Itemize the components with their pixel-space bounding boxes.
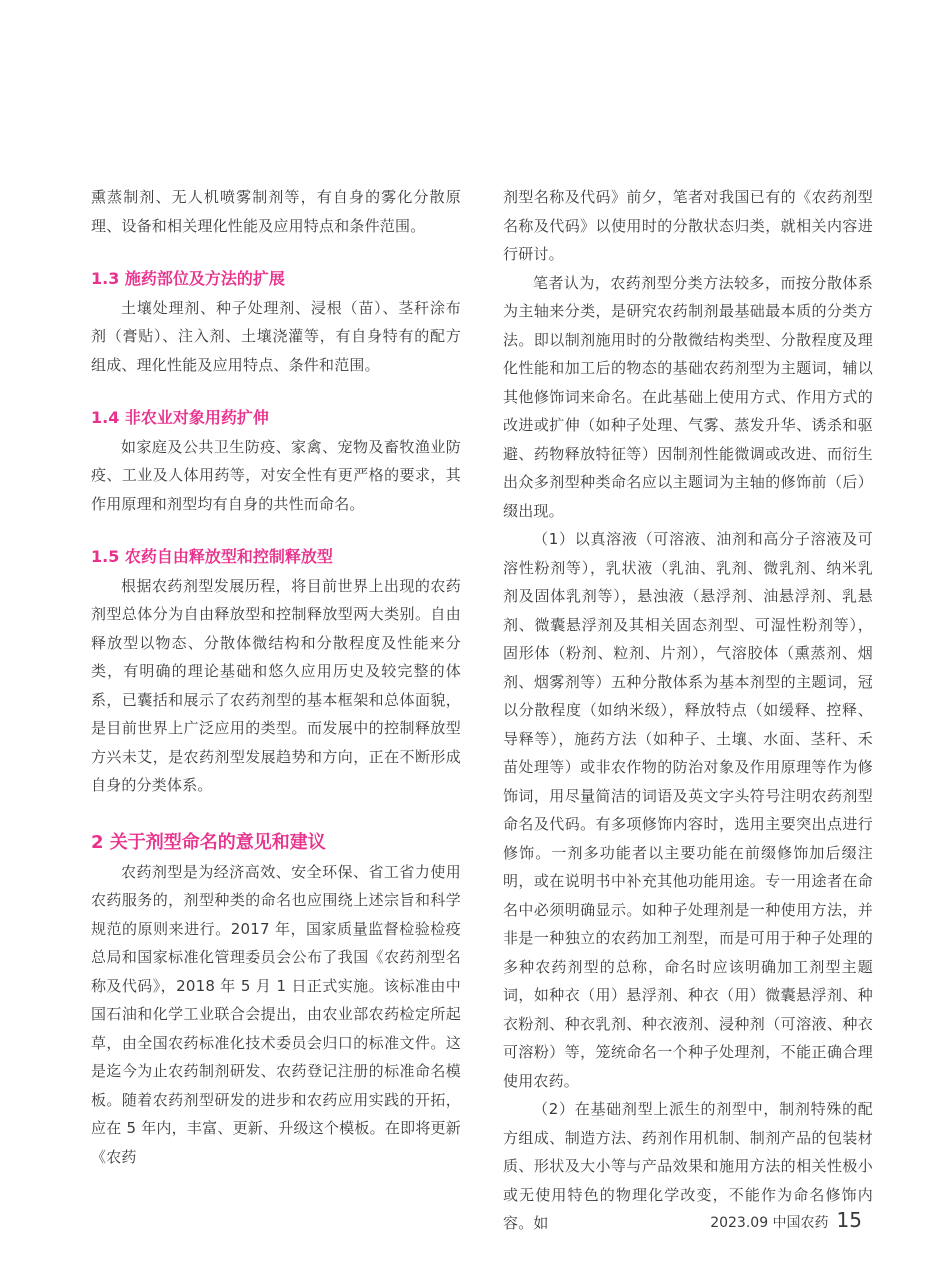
section-1-4-body: 如家庭及公共卫生防疫、家禽、宠物及畜牧渔业防疫、工业及人体用药等，对安全性有更严格的要求，其作用原理和剂型均有自身的共性而命名。 (91, 437, 461, 513)
right-column (503, 183, 873, 1238)
section-1-3-heading: 1.3 施药部位及方法的扩展 (91, 269, 285, 288)
section-1-4-heading: 1.4 非农业对象用药扩伸 (91, 408, 269, 427)
body-paragraph-3: （1）以真溶液（可溶液、油剂和高分子溶液及可溶性粉剂等），乳状液（乳油、乳剂、微乳剂、纳米乳剂及固体乳剂等），悬浊液（悬浮剂、油悬浮剂、乳悬剂、微囊悬浮剂及其相关固态剂型、可湿性粉剂等），固形体（粉剂、粒剂、片剂），气溶胶体（熏蒸剂、烟剂、烟雾剂等）五种分散体系为基本剂型的主题词，冠以分散程度（如纳米级），释放特点（如缓释、控释、导释等），施药方法（如种子、土壤、水面、茎秆、禾苗处理等）或非农作物的防治对象及作用原理等作为修饰词，用尽量简洁的词语及英文字头符号注明农药剂型命名及代码。有多项修饰内容时，选用主要突出点进行修饰。一剂多功能者以主要功能在前缀修饰加后缀注明，或在说明书中补充其他功能用途。专一用途者在命名中必须明确显示。如种子处理剂是一种使用方法，并非是一种独立的农药加工剂型，而是可用于种子处理的多种农药剂型的总称，命名时应该明确加工剂型主题词，如种衣（用）悬浮剂、种衣（用）微囊悬浮剂、种衣粉剂、种衣乳剂、种衣液剂、浸种剂（可溶液、种衣可溶粉）等，笼统命名一个种子处理剂，不能正确合理使用农药。 (503, 530, 873, 1090)
body-paragraph-4: （2）在基础剂型上派生的剂型中，制剂特殊的配方组成、制造方法、药剂作用机制、制剂产品的包装材质、形状及大小等与产品效果和施用方法的相关性极小或无使用特色的物理化学改变，不能作为命名修饰内容。如 (503, 1100, 873, 1232)
section-2-body: 农药剂型是为经济高效、安全环保、省工省力使用农药服务的，剂型种类的命名也应围绕上述宗旨和科学规范的原则来进行。2017 年，国家质量监督检验检疫总局和国家标准化管理委员会公布了我国《农药剂型名称及代码》，2018 年 5 月 1 日正式实施。该标准由中国石油和化学工业联合会提出，由农业部农药检定所起草，由全国农药标准化技术委员会归口的标准文件。这是迄今为止农药制剂研发、农药登记注册的标准命名模板。随着农药剂型研发的进步和农药应用实践的开拓，应在 5 年内，丰富、更新、升级这个模板。在即将更新《农药 (91, 862, 461, 1166)
section-2-heading: 2 关于剂型命名的意见和建议 (91, 831, 326, 853)
left-column (91, 183, 461, 1171)
continuation-paragraph: 剂型名称及代码》前夕，笔者对我国已有的《农药剂型名称及代码》以使用时的分散状态归类，就相关内容进行研讨。 (503, 188, 873, 263)
issue-label: 2023.09 中国农药 (710, 1215, 829, 1231)
body-paragraph-2: 笔者认为，农药剂型分类方法较多，而按分散体系为主轴来分类，是研究农药制剂最基础最本质的分类方法。即以制剂施用时的分散微结构类型、分散程度及理化性能和加工后的物态的基础农药剂型为主题词，辅以其他修饰词来命名。在此基础上使用方式、作用方式的改进或扩伸（如种子处理、气雾、蒸发升华、诱杀和驱避、药物释放特征等）因制剂性能微调或改进、而衍生出众多剂型种类命名应以主题词为主轴的修饰前（后）缀出现。 (503, 273, 873, 520)
section-1-5-heading: 1.5 农药自由释放型和控制释放型 (91, 547, 333, 566)
section-1-3-body: 土壤处理剂、种子处理剂、浸根（苗）、茎秆涂布剂（膏贴）、注入剂、土壤浇灌等，有自身特有的配方组成、理化性能及应用特点、条件和范围。 (91, 298, 461, 374)
intro-paragraph: 熏蒸制剂、无人机喷雾制剂等，有自身的雾化分散原理、设备和相关理化性能及应用特点和条件范围。 (91, 188, 461, 235)
page-footer (710, 1208, 862, 1232)
section-1-5-body: 根据农药剂型发展历程，将目前世界上出现的农药剂型总体分为自由释放型和控制释放型两大类别。自由释放型以物态、分散体微结构和分散程度及性能来分类，有明确的理论基础和悠久应用历史及较完整的体系，已囊括和展示了农药剂型的基本框架和总体面貌，是目前世界上广泛应用的类型。而发展中的控制释放型方兴未艾，是农药剂型发展趋势和方向，正在不断形成自身的分类体系。 (91, 576, 461, 794)
page-number: 15 (836, 1208, 862, 1232)
